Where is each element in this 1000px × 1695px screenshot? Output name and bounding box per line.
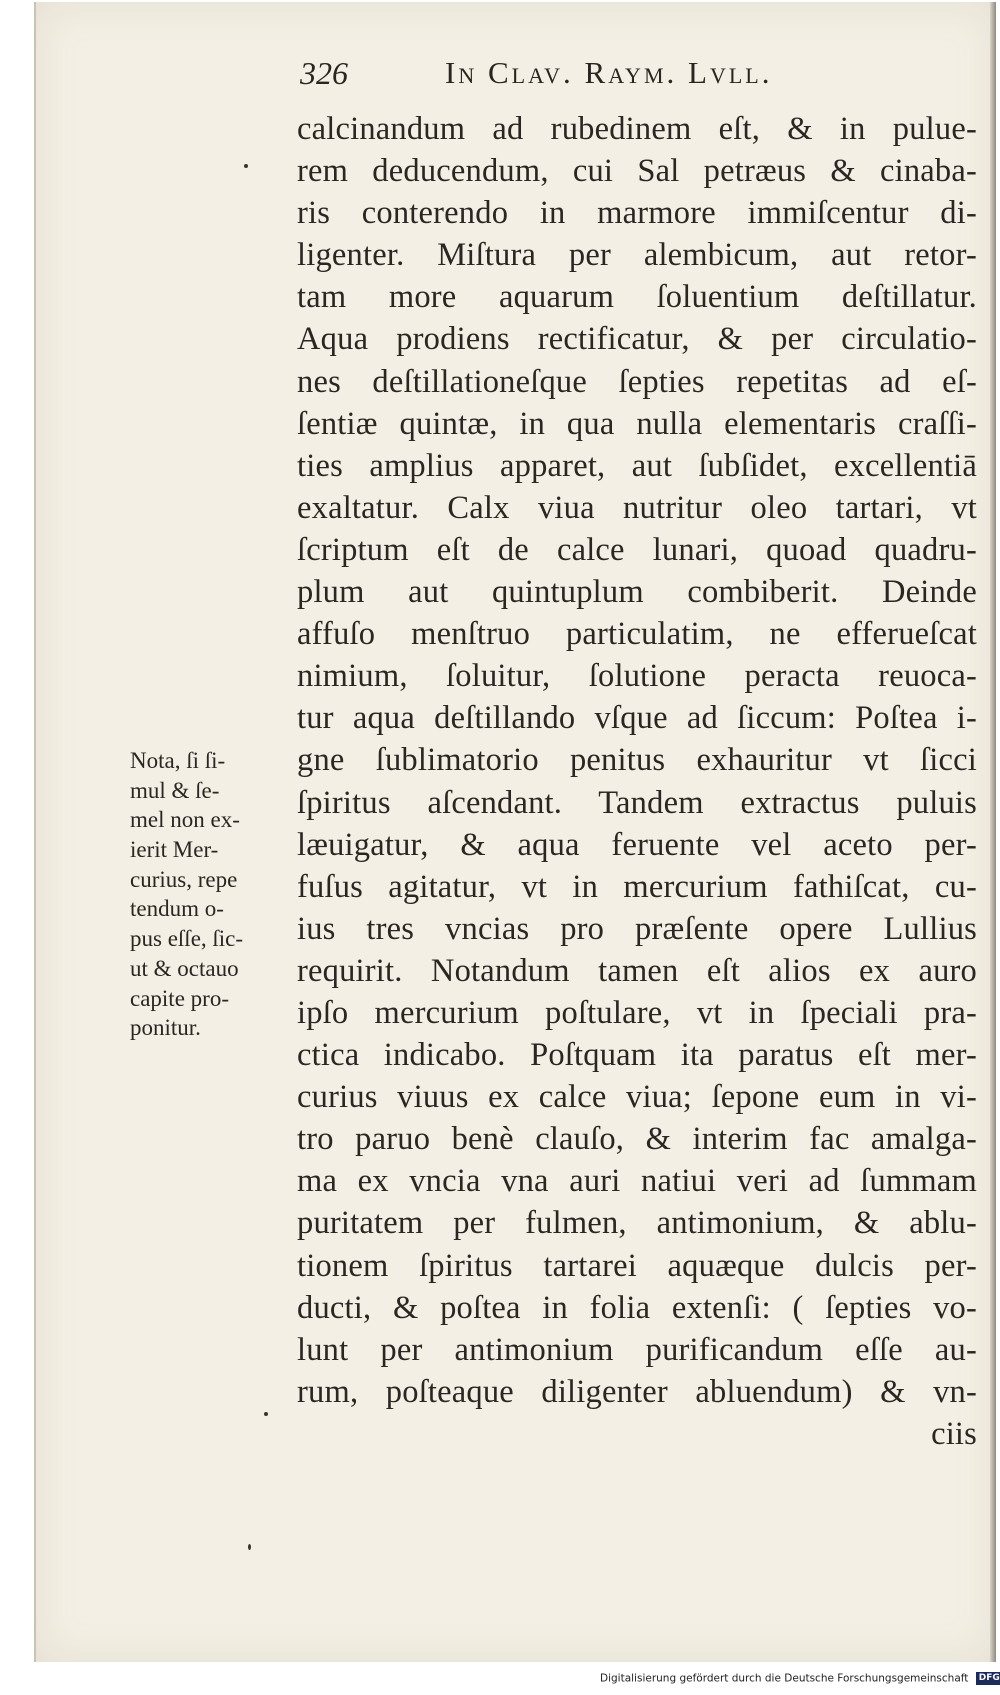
text-line: tro paruo benè clauſo, & interim fac amalga- — [297, 1121, 977, 1158]
text-line: curius viuus ex calce viua; ſepone eum in vi- — [297, 1079, 977, 1116]
page-edge-shadow — [990, 2, 996, 1662]
page-header — [300, 55, 900, 105]
dfg-logo: DFG — [976, 1672, 1000, 1685]
margin-note-line: ut & octauo — [130, 955, 239, 981]
running-title: In Clav. Raym. Lvll. — [445, 55, 773, 90]
margin-note-line: tendum o- — [130, 896, 224, 922]
catchword: ciis — [931, 1415, 977, 1452]
page-number: 326 — [300, 55, 348, 91]
margin-note-line: pus eſſe, ſic- — [130, 926, 244, 952]
text-line: ligenter. Miſtura per alembicum, aut retor- — [297, 237, 977, 274]
text-line: fuſus agitatur, vt in mercurium fathiſcat, cu- — [297, 868, 977, 905]
text-line: puritatem per fulmen, antimonium, & ablu- — [297, 1205, 977, 1242]
ink-speck — [248, 1544, 251, 1550]
ink-speck — [244, 164, 248, 168]
text-line: læuigatur, & aqua feruente vel aceto per- — [297, 826, 977, 863]
text-line: nimium, ſoluitur, ſolutione peracta reuoca- — [297, 658, 977, 695]
text-line: requirit. Notandum tamen eſt alios ex auro — [297, 952, 977, 989]
text-line: ris conterendo in marmore immiſcentur di- — [297, 195, 977, 232]
text-line: exaltatur. Calx viua nutritur oleo tartari, vt — [297, 489, 977, 526]
ink-speck — [264, 1412, 268, 1416]
text-line: affuſo menſtruo particulatim, ne efferueſcat — [297, 616, 977, 653]
margin-note — [130, 746, 290, 1043]
credit-text: Digitalisierung gefördert durch die Deutsche Forschungsgemeinschaft — [600, 1672, 969, 1685]
margin-note-line: Nota, ſi ſi- — [130, 748, 226, 773]
text-line: ſentiæ quintæ, in qua nulla elementaris craſſi- — [297, 405, 977, 442]
margin-note-line: capite pro- — [130, 985, 229, 1011]
text-line: rum, poſteaque diligenter abluendum) & vn- — [297, 1373, 977, 1410]
text-line: ctica indicabo. Poſtquam ita paratus eſt mer- — [297, 1037, 977, 1074]
text-line: tam more aquarum ſoluentium deſtillatur. — [297, 279, 977, 316]
text-line: tionem ſpiritus tartarei aquæque dulcis per- — [297, 1247, 977, 1284]
text-line: ducti, & poſtea in folia extenſi: ( ſepties vo- — [297, 1289, 977, 1326]
text-line: rem deducendum, cui Sal petræus & cinaba- — [297, 153, 977, 190]
text-line: lunt per antimonium purificandum eſſe au- — [297, 1331, 977, 1368]
margin-note-line: ponitur. — [130, 1015, 201, 1041]
text-line: calcinandum ad rubedinem eſt, & in pulue- — [297, 111, 977, 147]
text-line: gne ſublimatorio penitus exhauritur vt ſicci — [297, 742, 977, 779]
text-line: ius tres vncias pro præſente opere Lullius — [297, 910, 977, 947]
text-line: ſcriptum eſt de calce lunari, quoad quadru- — [297, 531, 977, 568]
text-line: plum aut quintuplum combiberit. Deinde — [297, 574, 977, 611]
margin-note-line: mel non ex- — [130, 807, 240, 833]
main-text-column — [297, 108, 977, 1455]
text-line: ties amplius apparet, aut ſubſidet, excellentiā — [297, 447, 977, 484]
text-line: ma ex vncia vna auri natiui veri ad ſummam — [297, 1163, 977, 1200]
margin-note-line: curius, repe — [130, 866, 238, 892]
text-line: tur aqua deſtillando vſque ad ſiccum: Poſtea i- — [297, 700, 977, 737]
text-line: ſpiritus aſcendant. Tandem extractus puluis — [297, 784, 977, 821]
text-line: ipſo mercurium poſtulare, vt in ſpeciali pra- — [297, 994, 977, 1031]
text-line: nes deſtillationeſque ſepties repetitas ad eſ- — [297, 363, 977, 400]
digitization-credit — [600, 1672, 1000, 1690]
margin-note-line: ierit Mer- — [130, 837, 219, 863]
text-line: Aqua prodiens rectificatur, & per circulatio- — [297, 321, 977, 358]
margin-note-line: mul & ſe- — [130, 777, 220, 803]
